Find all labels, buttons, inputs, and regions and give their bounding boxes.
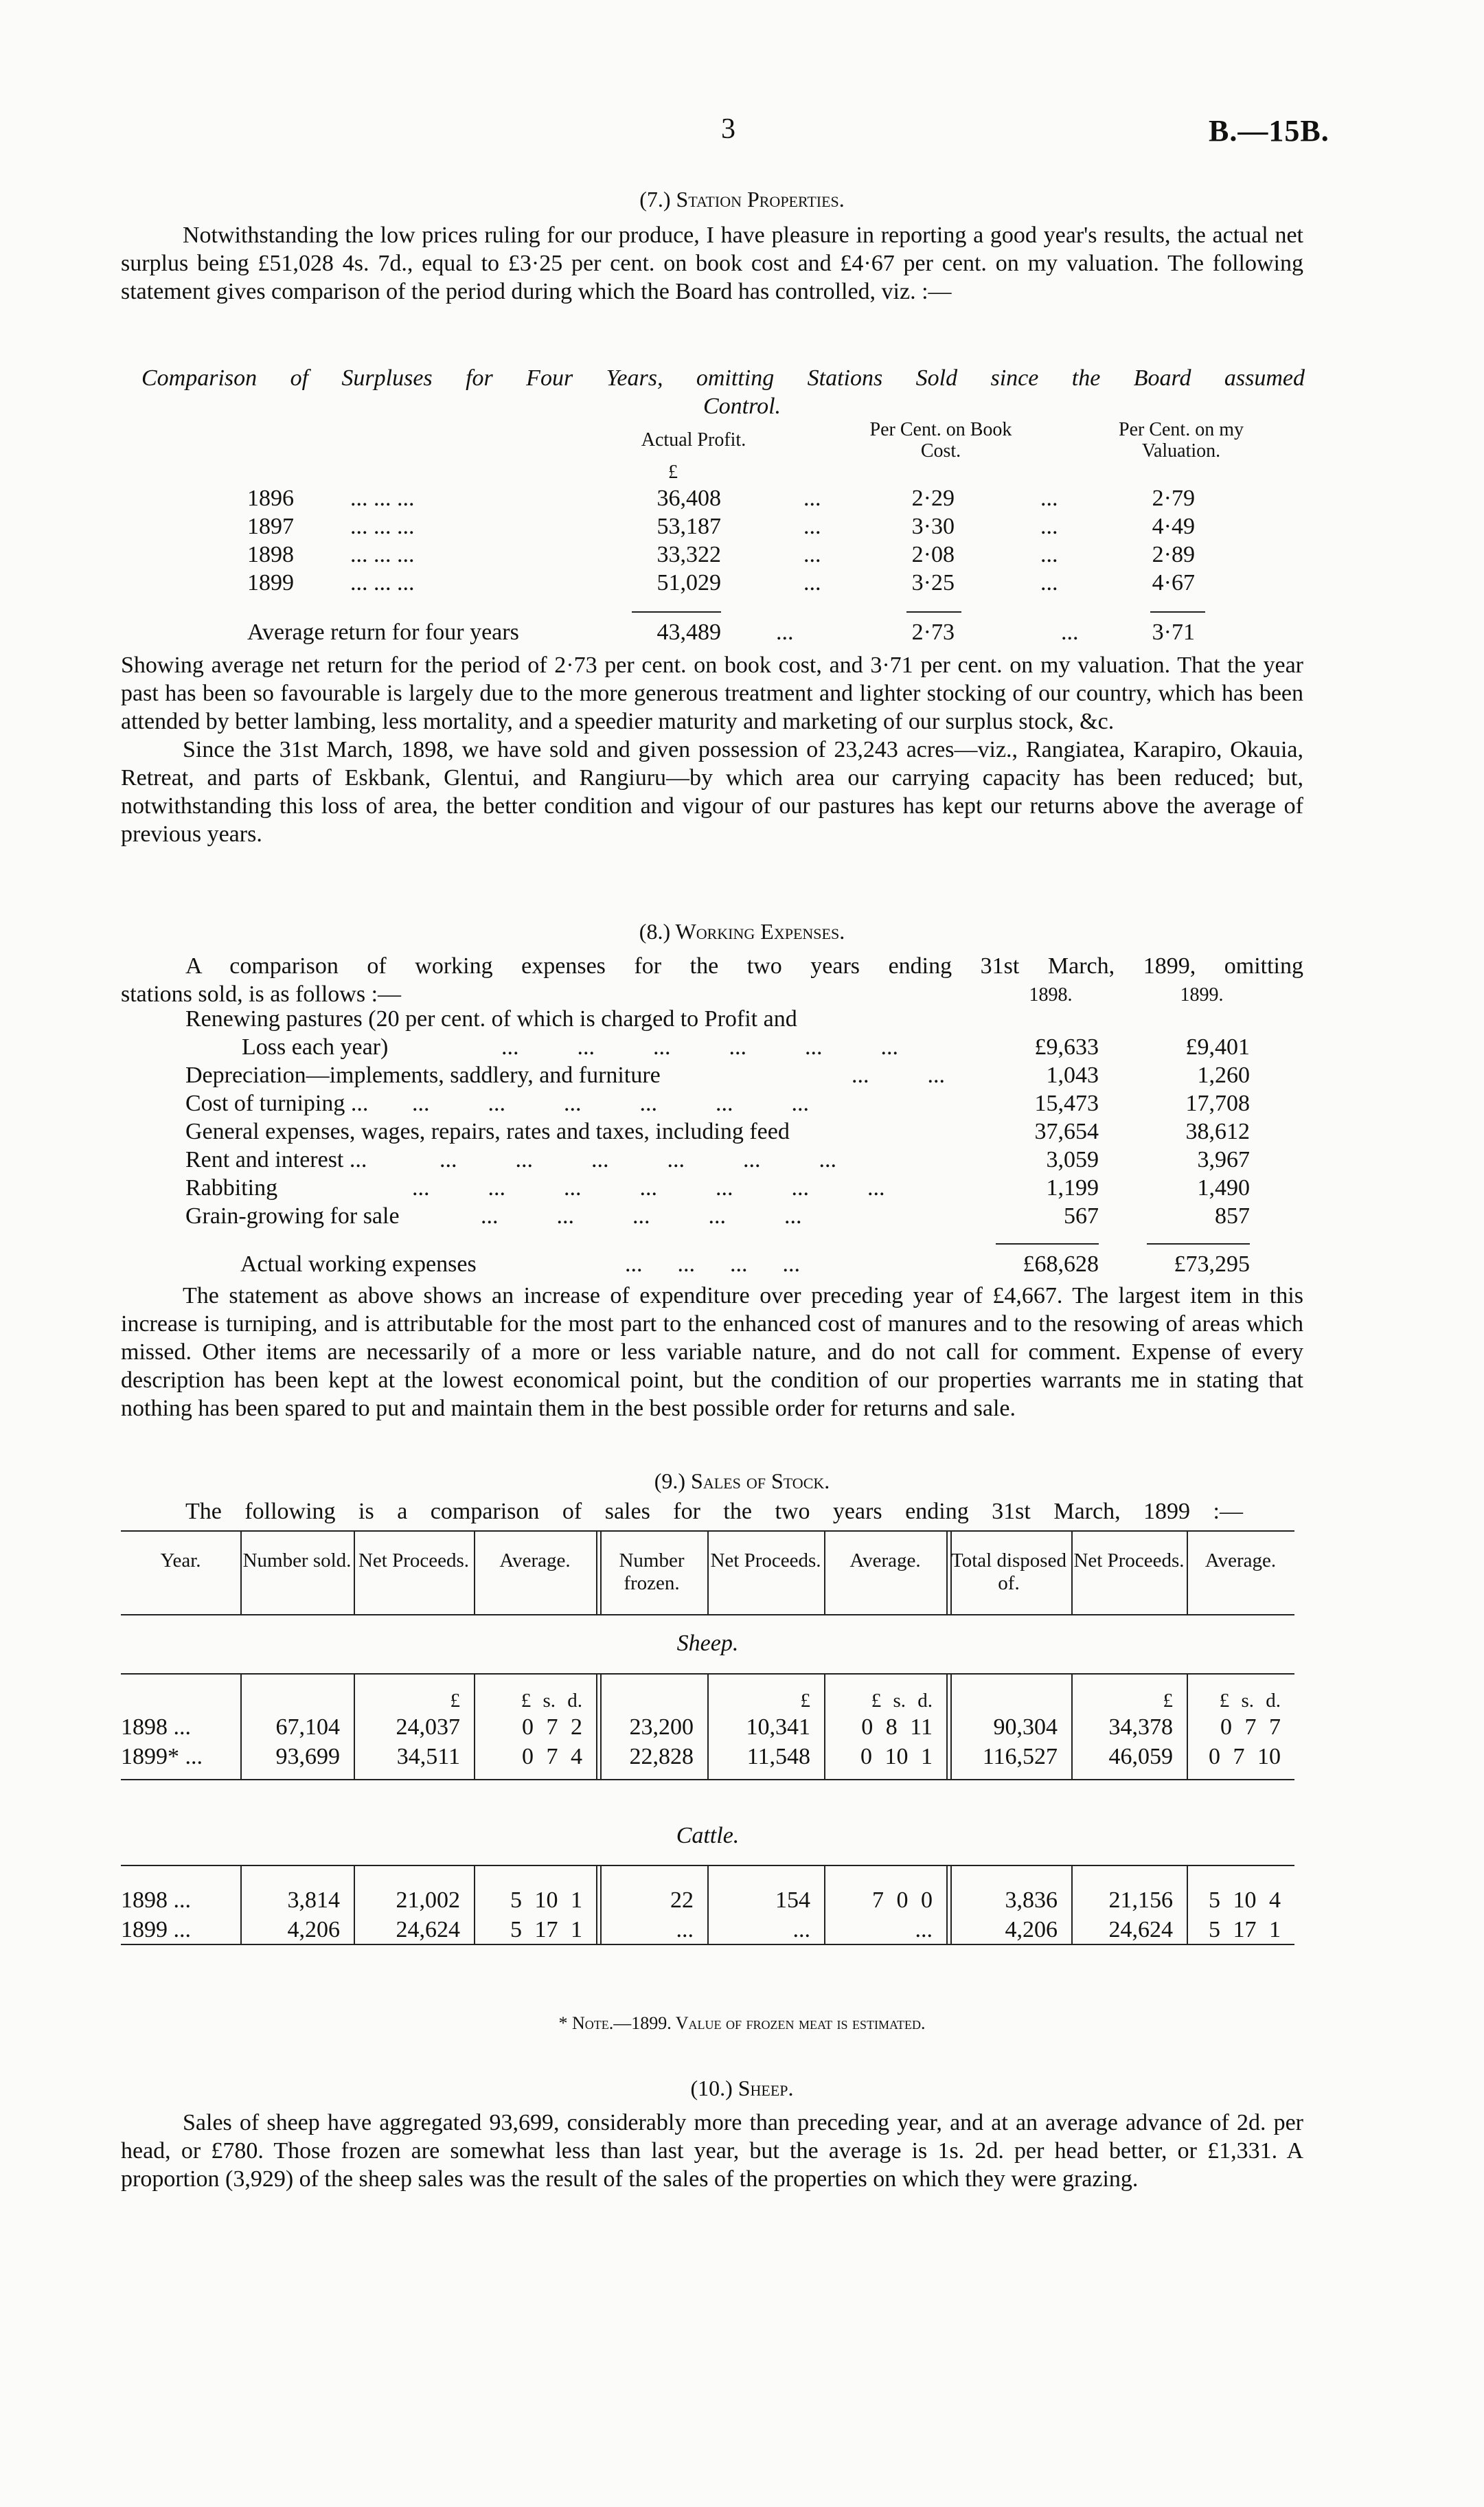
table-cell: 1899 ... bbox=[121, 1917, 191, 1942]
table-cell: 4,206 bbox=[287, 1917, 340, 1942]
val-total-rule bbox=[1150, 611, 1205, 613]
table-unit-label: £ bbox=[450, 1690, 460, 1712]
expense-1899-value: 1,260 bbox=[1197, 1063, 1250, 1088]
table-cell: 0 8 11 bbox=[861, 1714, 933, 1740]
table-cell: ... bbox=[676, 1917, 694, 1942]
expense-item-label: Loss each year) bbox=[242, 1034, 389, 1060]
table-cell: 0 7 2 bbox=[522, 1714, 582, 1740]
section-8-intro-2: stations sold, is as follows :— bbox=[121, 982, 402, 1007]
average-val: 3·71 bbox=[1152, 620, 1195, 645]
section-8-intro-1: A comparison of working expenses for the two years ending 31st March, 1899, omitting bbox=[185, 953, 1303, 979]
table-unit-label: £ s. d. bbox=[871, 1690, 933, 1712]
table-cell: 23,200 bbox=[629, 1714, 694, 1740]
expense-1898-value: 1,199 bbox=[1046, 1175, 1099, 1201]
table-cell: 46,059 bbox=[1108, 1744, 1173, 1769]
expense-1898-value: 15,473 bbox=[1034, 1091, 1099, 1116]
table-unit-label: £ s. d. bbox=[1219, 1690, 1281, 1712]
table-cell: ... bbox=[792, 1917, 810, 1942]
table-cell: 0 7 4 bbox=[522, 1744, 582, 1769]
dot-leader: ... ... ... bbox=[350, 514, 415, 539]
expense-1898-rule bbox=[996, 1243, 1099, 1245]
table-cell: 34,378 bbox=[1108, 1714, 1173, 1740]
section-8-body bbox=[121, 1282, 1303, 1422]
table-cell: 11,548 bbox=[746, 1744, 810, 1769]
table-cell: 24,624 bbox=[396, 1917, 460, 1942]
dot-leader: ... ... bbox=[852, 1063, 945, 1088]
dot-leader: ... ... ... bbox=[350, 542, 415, 567]
surplus-year: 1898 bbox=[247, 542, 294, 567]
col-1898: 1898. bbox=[1029, 984, 1073, 1006]
expense-1899-value: 38,612 bbox=[1185, 1119, 1250, 1144]
expense-total-label: Actual working expenses bbox=[240, 1251, 477, 1277]
table-column-rule bbox=[1071, 1530, 1073, 1614]
table-cell: 1898 ... bbox=[121, 1887, 191, 1913]
profit-total-rule bbox=[632, 611, 721, 613]
dot-leader: ... ... ... ... ... ... ... bbox=[412, 1175, 885, 1201]
table-cell: 5 10 4 bbox=[1209, 1887, 1281, 1913]
dot-leader: ... ... ... ... ... bbox=[481, 1203, 802, 1229]
surplus-year: 1897 bbox=[247, 514, 294, 539]
dot-leader: ... bbox=[1040, 514, 1058, 539]
table-section-label: Cattle. bbox=[676, 1823, 740, 1848]
table-column-header: Number sold. bbox=[242, 1550, 352, 1572]
expense-1899-rule bbox=[1147, 1243, 1250, 1245]
table-header-rule bbox=[121, 1614, 1294, 1615]
table-cell: 21,002 bbox=[396, 1887, 460, 1913]
table-cell: 0 7 10 bbox=[1209, 1744, 1281, 1769]
col-per-cent-book-cost: Per Cent. on Book Cost. bbox=[869, 419, 1012, 462]
col-1899: 1899. bbox=[1180, 984, 1224, 1006]
table-cell: 0 7 7 bbox=[1220, 1714, 1281, 1740]
table-section-rule bbox=[121, 1944, 1294, 1945]
table-cell: 21,156 bbox=[1108, 1887, 1173, 1913]
expense-1898-value: 37,654 bbox=[1034, 1119, 1099, 1144]
dot-leader: ... bbox=[803, 486, 821, 511]
surplus-val: 4·49 bbox=[1152, 514, 1195, 539]
table-section-label: Sheep. bbox=[676, 1631, 739, 1656]
section-7-body bbox=[121, 651, 1303, 848]
table-column-rule bbox=[240, 1530, 242, 1614]
dot-leader: ... bbox=[1040, 570, 1058, 595]
dot-leader: ... bbox=[803, 542, 821, 567]
book-total-rule bbox=[906, 611, 961, 613]
table-cell: 10,341 bbox=[746, 1714, 810, 1740]
surplus-val: 4·67 bbox=[1152, 570, 1195, 595]
table-cell: 154 bbox=[775, 1887, 810, 1913]
table-cell: 1898 ... bbox=[121, 1714, 191, 1740]
surplus-book: 3·30 bbox=[911, 514, 955, 539]
expense-total-1899: £73,295 bbox=[1174, 1251, 1250, 1277]
expense-1899-value: 857 bbox=[1215, 1203, 1250, 1229]
section-10-body bbox=[121, 2109, 1303, 2193]
expense-item-label: Grain-growing for sale bbox=[185, 1203, 400, 1229]
dot-leader: ... ... ... ... ... ... bbox=[412, 1091, 809, 1116]
expense-1898-value: 3,059 bbox=[1046, 1147, 1099, 1172]
table-cell: 0 10 1 bbox=[860, 1744, 933, 1769]
table-column-header: Number frozen. bbox=[619, 1550, 685, 1594]
table-cell: 1899* ... bbox=[121, 1744, 203, 1769]
table-cell: 67,104 bbox=[275, 1714, 340, 1740]
expense-1898-value: 567 bbox=[1064, 1203, 1099, 1229]
profit-unit: £ bbox=[668, 462, 678, 483]
expense-item-label: Depreciation—implements, saddlery, and furniture bbox=[185, 1063, 661, 1088]
average-label: Average return for four years bbox=[247, 620, 519, 645]
surplus-profit: 33,322 bbox=[657, 542, 721, 567]
table-cell: 5 17 1 bbox=[1209, 1917, 1281, 1942]
table-column-header: Net Proceeds. bbox=[710, 1550, 821, 1572]
surplus-book: 3·25 bbox=[911, 570, 955, 595]
expense-1899-value: 1,490 bbox=[1197, 1175, 1250, 1201]
dot-leader: ... ... ... ... ... ... bbox=[440, 1147, 836, 1172]
dot-leader: ... bbox=[803, 514, 821, 539]
table-column-header: Net Proceeds. bbox=[1073, 1550, 1185, 1572]
section-9-intro: The following is a comparison of sales for the two years ending 31st March, 1899 :— bbox=[185, 1499, 1243, 1524]
section-9-title: (9.) Sales of Stock. bbox=[654, 1468, 830, 1493]
expense-1898-value: £9,633 bbox=[1034, 1034, 1099, 1060]
table-cell: 90,304 bbox=[993, 1714, 1058, 1740]
table-column-header: Average. bbox=[499, 1550, 571, 1572]
average-profit: 43,489 bbox=[657, 620, 721, 645]
surplus-table-title-cont: Control. bbox=[703, 394, 781, 419]
table-cell: ... bbox=[915, 1917, 933, 1942]
table-column-rule bbox=[354, 1530, 355, 1614]
dot-leader: ... ... ... bbox=[350, 570, 415, 595]
table-cell: 116,527 bbox=[982, 1744, 1058, 1769]
surplus-val: 2·89 bbox=[1152, 542, 1195, 567]
table-column-rule bbox=[824, 1530, 825, 1614]
table-cell: 22,828 bbox=[629, 1744, 694, 1769]
dot-leader: ... bbox=[1040, 486, 1058, 511]
table-cell: 3,814 bbox=[287, 1887, 340, 1913]
section-7-title: (7.) Station Properties. bbox=[639, 187, 845, 212]
document-reference: B.—15B. bbox=[1209, 114, 1329, 148]
expense-1899-value: 17,708 bbox=[1185, 1091, 1250, 1116]
expense-item-label: Rabbiting bbox=[185, 1175, 278, 1201]
table-note: * Note.—1899. Value of frozen meat is estimated. bbox=[558, 2013, 926, 2033]
table-cell: 22 bbox=[670, 1887, 694, 1913]
page-number: 3 bbox=[721, 113, 735, 145]
table-column-header: Average. bbox=[1205, 1550, 1277, 1572]
section-10-title: (10.) Sheep. bbox=[690, 2076, 794, 2100]
surplus-year: 1896 bbox=[247, 486, 294, 511]
table-unit-label: £ bbox=[1163, 1690, 1173, 1712]
table-cell: 4,206 bbox=[1005, 1917, 1058, 1942]
surplus-book: 2·08 bbox=[911, 542, 955, 567]
dot-leader: ... ... ... ... ... ... bbox=[501, 1034, 898, 1060]
expense-item-label: Cost of turniping ... bbox=[185, 1091, 369, 1116]
surplus-book: 2·29 bbox=[911, 486, 955, 511]
surplus-profit: 51,029 bbox=[657, 570, 721, 595]
surplus-profit: 36,408 bbox=[657, 486, 721, 511]
average-book: 2·73 bbox=[911, 620, 955, 645]
table-column-rule bbox=[474, 1530, 475, 1614]
table-column-rule bbox=[1187, 1530, 1188, 1614]
table-cell: 34,511 bbox=[396, 1744, 460, 1769]
col-per-cent-valuation: Per Cent. on my Valuation. bbox=[1119, 419, 1244, 462]
expense-1898-value: 1,043 bbox=[1046, 1063, 1099, 1088]
table-column-header: Year. bbox=[160, 1550, 201, 1572]
expense-item-label: Renewing pastures (20 per cent. of which is charged to Profit and bbox=[185, 1006, 797, 1032]
table-unit-label: £ s. d. bbox=[521, 1690, 582, 1712]
col-actual-profit: Actual Profit. bbox=[641, 429, 746, 451]
expense-total-1898: £68,628 bbox=[1023, 1251, 1099, 1277]
table-cell: 24,624 bbox=[1108, 1917, 1173, 1942]
table-column-header: Average. bbox=[849, 1550, 921, 1572]
table-column-rule bbox=[707, 1530, 709, 1614]
surplus-year: 1899 bbox=[247, 570, 294, 595]
expense-1899-value: £9,401 bbox=[1185, 1034, 1250, 1060]
section-7-intro bbox=[121, 221, 1303, 306]
section-8-para-2: The statement as above shows an increase of expenditure over preceding year of £4,667. The largest item in this increase is turniping, and is attributable for the most part to the enhanced cost of manures and to the resowing of areas which missed. Other items are necessarily of a more or less variable nature, and do not call for comment. Expense of every description has been kept at the lowest economical point, but the condition of our properties warrants me in stating that nothing has been spared to put and maintain them in the best possible order for returns and sale. bbox=[121, 1283, 1303, 1421]
table-cell: 5 10 1 bbox=[510, 1887, 582, 1913]
table-cell: 93,699 bbox=[275, 1744, 340, 1769]
section-7-para-3: Since the 31st March, 1898, we have sold and given possession of 23,243 acres—viz., Rangiatea, Karapiro, Okauia, Retreat, and parts of Eskbank, Glentui, and Rangiuru—by which area our carrying capacity has been reduced; but, notwithstanding this loss of area, the better condition and vigour of our pastures has kept our returns above the average of previous years. bbox=[121, 737, 1303, 847]
dot-leader: ... bbox=[803, 570, 821, 595]
table-column-header: Total disposed of. bbox=[951, 1550, 1066, 1594]
surplus-val: 2·79 bbox=[1152, 486, 1195, 511]
dot-leader: ... bbox=[1040, 542, 1058, 567]
table-cell: 3,836 bbox=[1005, 1887, 1058, 1913]
section-8-title: (8.) Working Expenses. bbox=[639, 919, 845, 944]
surplus-profit: 53,187 bbox=[657, 514, 721, 539]
expense-item-label: Rent and interest ... bbox=[185, 1147, 367, 1172]
expense-1899-value: 3,967 bbox=[1197, 1147, 1250, 1172]
table-section-rule bbox=[121, 1779, 1294, 1780]
table-cell: 5 17 1 bbox=[510, 1917, 582, 1942]
section-7-para-2: Showing average net return for the period of 2·73 per cent. on book cost, and 3·71 per cent. on my valuation. That the year past has been so favourable is largely due to the more generous treatment and lighter stocking of our country, which has been attended by better lambing, less mortality, and a speedier maturity and marketing of our surplus stock, &c. bbox=[121, 653, 1303, 734]
dot-leader: ... ... ... bbox=[350, 486, 415, 511]
section-10-para: Sales of sheep have aggregated 93,699, considerably more than preceding year, and at an average advance of 2d. per head, or £780. Those frozen are somewhat less than last year, but the average is 1s. 2d. per head better, or £1,331. A proportion (3,929) of the sheep sales was the result of the sales of the properties on which they were grazing. bbox=[121, 2110, 1303, 2192]
table-cell: 24,037 bbox=[396, 1714, 460, 1740]
table-cell: 7 0 0 bbox=[872, 1887, 933, 1913]
table-unit-label: £ bbox=[800, 1690, 810, 1712]
table-column-header: Net Proceeds. bbox=[358, 1550, 470, 1572]
expense-item-label: General expenses, wages, repairs, rates and taxes, including feed bbox=[185, 1119, 790, 1144]
surplus-table-title: Comparison of Surpluses for Four Years, omitting Stations Sold since the Board assumed bbox=[141, 365, 1305, 391]
section-7-intro-text: Notwithstanding the low prices ruling for our produce, I have pleasure in reporting a good year's results, the actual net surplus being £51,028 4s. 7d., equal to £3·25 per cent. on book cost and £4·67 per cent. on my valuation. The following statement gives comparison of the period during which the Board has controlled, viz. :— bbox=[121, 223, 1303, 304]
